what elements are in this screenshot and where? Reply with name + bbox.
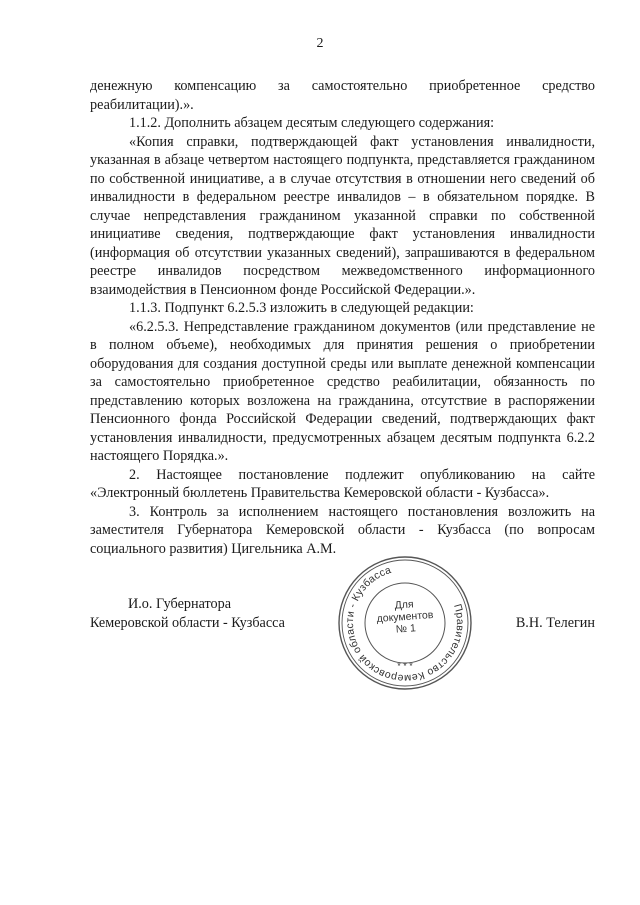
seal-center-line: № 1 [395,622,417,636]
paragraph: 3. Контроль за исполнением настоящего постановления возложить на заместителя Губернатора Кемеровской области - Кузбасса (по вопросам социального развития) Цигельника А.М. [90,503,595,557]
paragraph: «Копия справки, подтверждающей факт установления инвалидности, указанная в абзаце четвертом настоящего подпункта, представляется гражданином по собственной инициативе, а в случае отсутствия в отношении него сведений об инвалидности в федеральном реестре инвалидов – в обязательном порядке. В случае непредставления гражданином указанной справки по собственной инициативе сведения, подтверждающие факт установления инвалидности (информация об отсутствии указанных сведений), запрашиваются в федеральном реестре инвалидов посредством межведомственного информационного взаимодействия в Пенсионном фонде Российской Федерации.». [90,133,595,298]
paragraph: 2. Настоящее постановление подлежит опубликованию на сайте «Электронный бюллетень Правительства Кемеровской области - Кузбасса». [90,466,595,501]
paragraph: «6.2.5.3. Непредставление гражданином документов (или представление не в полном объеме), необходимых для принятия решения о приобретении оборудования для создания доступной среды или выплате денежной компенсации за самостоятельно приобретенное средство реабилитации, обязанность по представлению которых возложена на гражданина, отсутствие в распоряжении Пенсионного фонда Российской Федерации сведений, подтверждающих факт установления инвалидности, предусмотренных абзацем десятым подпункта 6.2.2 настоящего Порядка.». [90,318,595,464]
seal-center-line: Для [394,598,415,612]
document-body [90,77,595,558]
seal-ring-text: Правительство Кемеровской области - Кузбасса [343,564,467,685]
page-number: 2 [316,36,324,51]
signatory-title [90,595,310,632]
seal-center-text [374,597,436,637]
signatory-title-line: И.о. Губернатора [128,596,231,612]
seal-stars: * * * [397,661,413,671]
paragraph: 1.1.3. Подпункт 6.2.5.3 изложить в следующей редакции: [129,300,474,316]
paragraph: денежную компенсацию за самостоятельно приобретенное средство реабилитации).». [90,78,595,113]
signatory-name: В.Н. Телегин [515,614,595,631]
official-seal [335,553,475,693]
paragraph: 1.1.2. Дополнить абзацем десятым следующего содержания: [129,115,495,131]
signatory-title-line: Кемеровской области - Кузбасса [90,614,285,631]
seal-center-line: документов [376,609,434,625]
